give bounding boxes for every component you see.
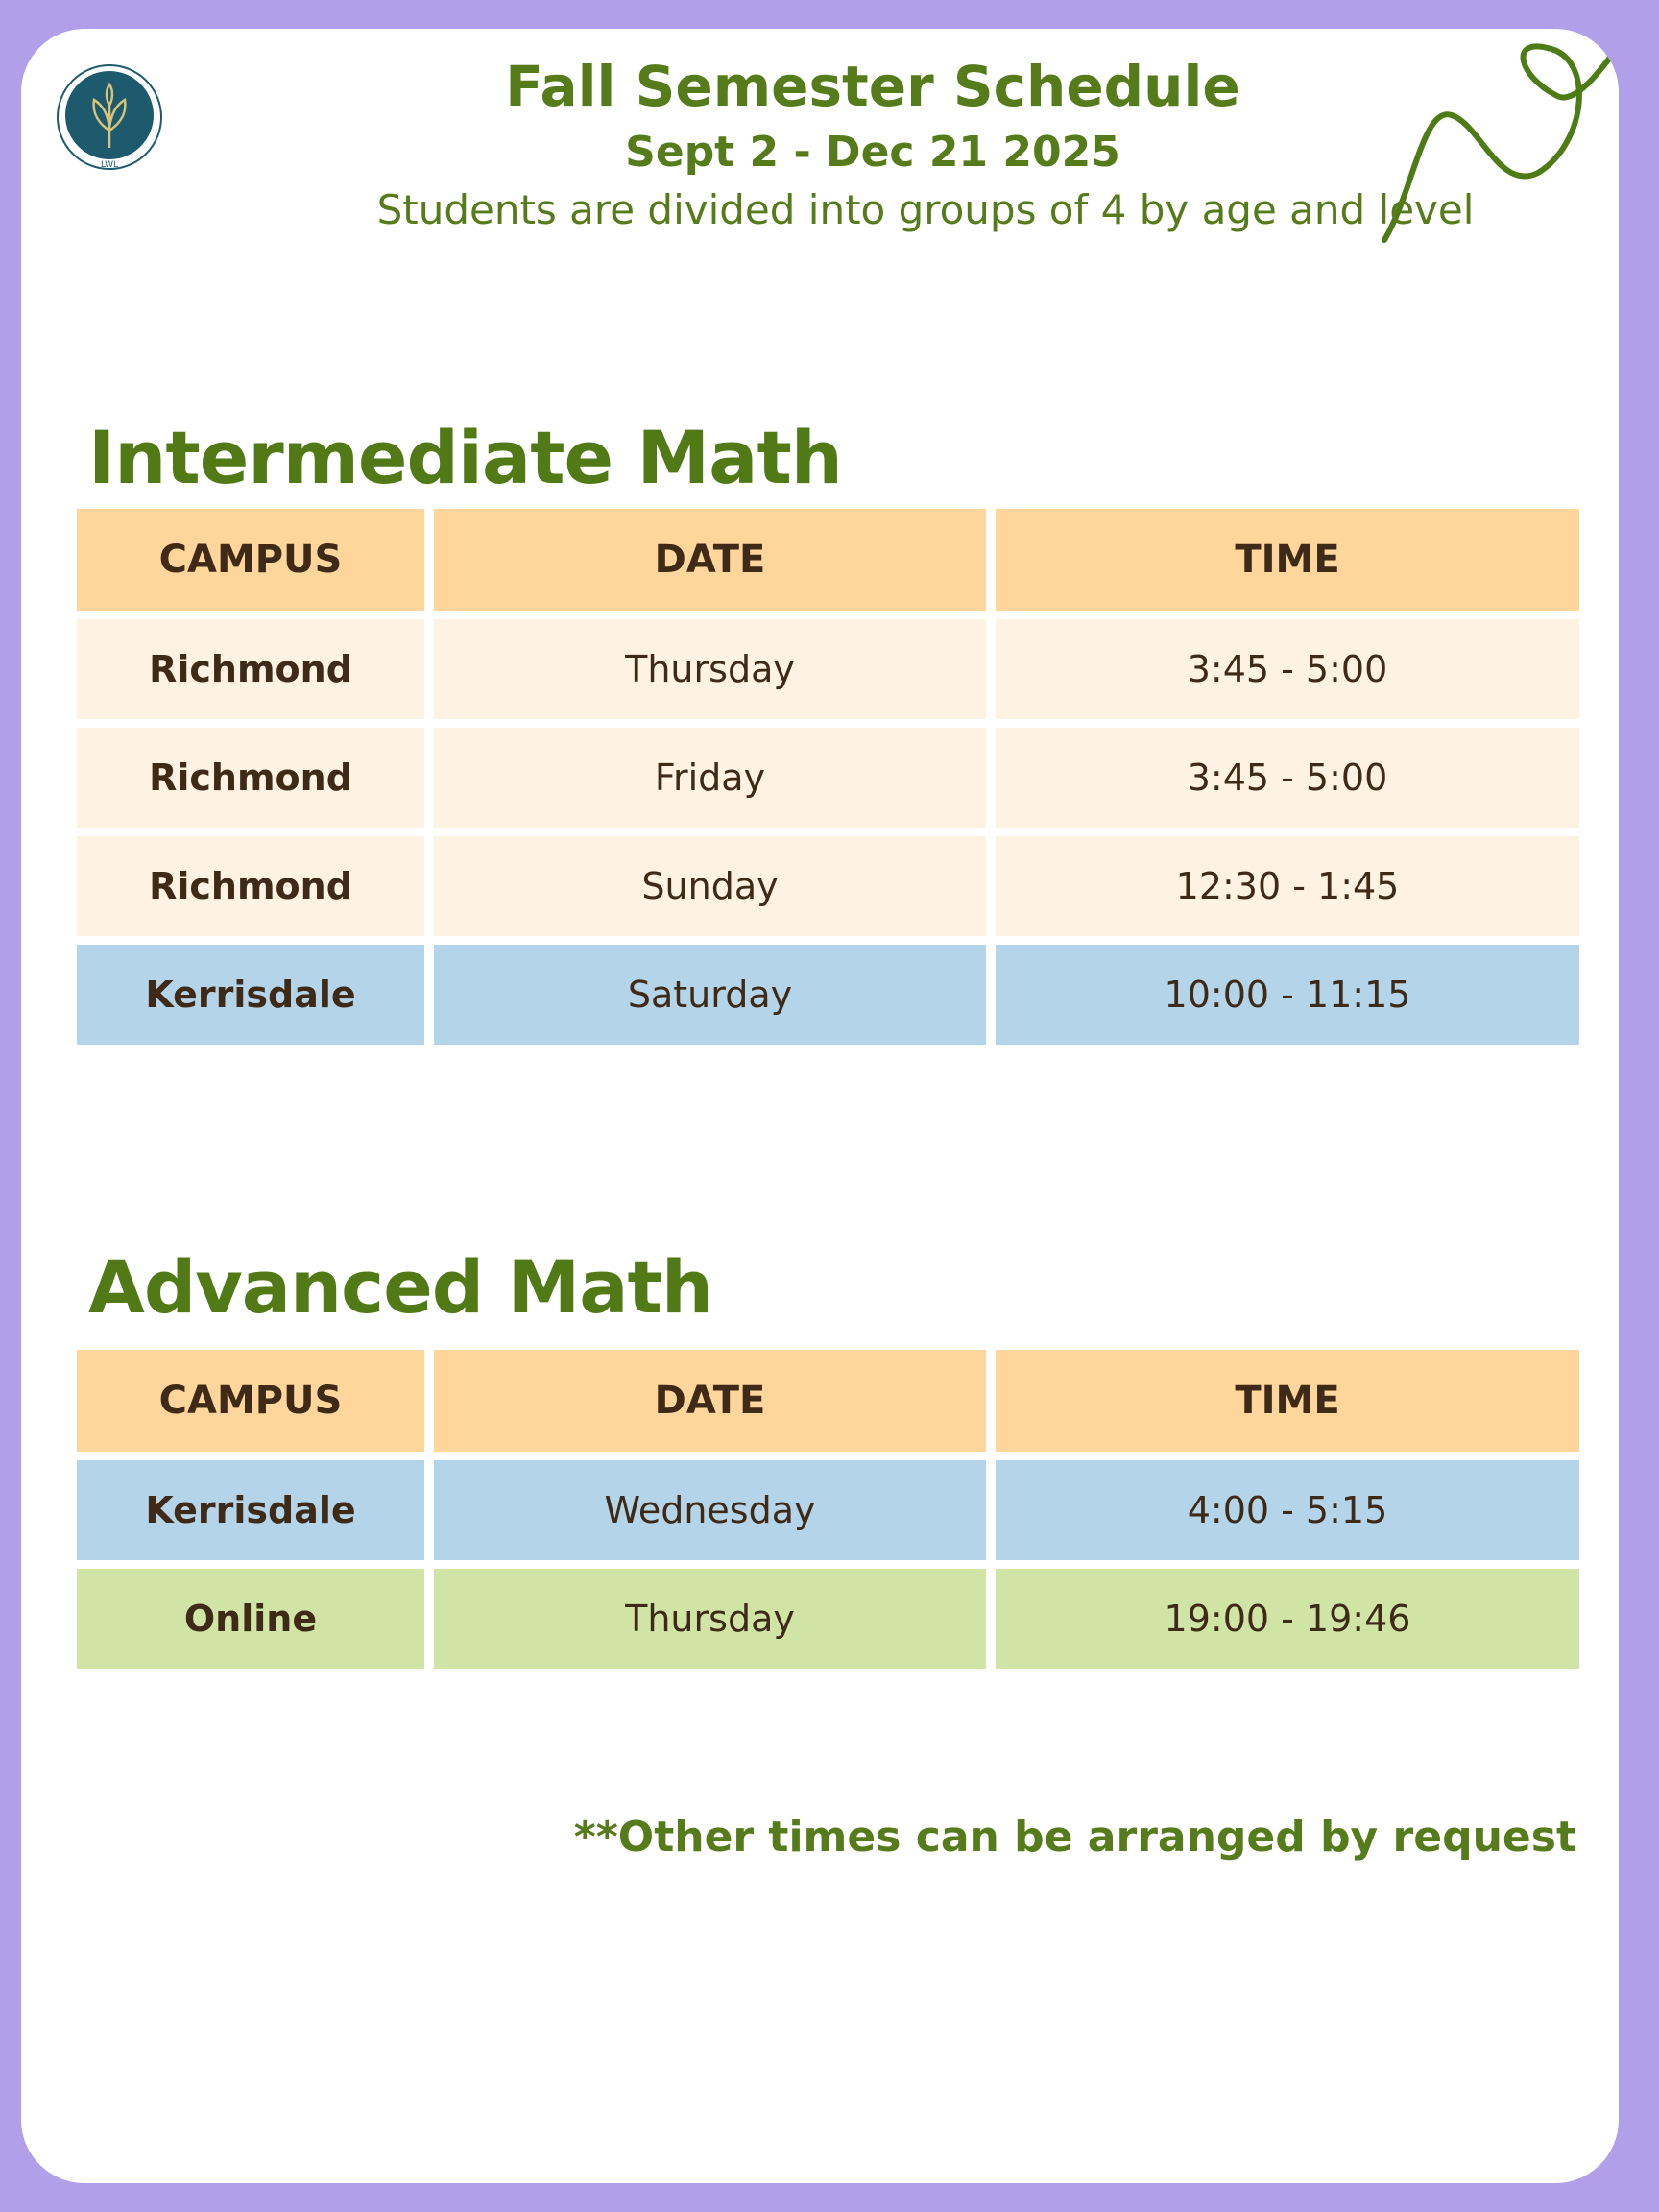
column-header-campus: CAMPUS xyxy=(77,1350,424,1452)
intermediate-math-title: Intermediate Math xyxy=(88,415,842,500)
campus-cell: Richmond xyxy=(77,619,424,719)
time-cell: 19:00 - 19:46 xyxy=(996,1569,1579,1669)
semester-dates: Sept 2 - Dec 21 2025 xyxy=(625,128,1120,177)
table-row xyxy=(77,728,1599,828)
column-header-date: DATE xyxy=(434,1350,986,1452)
advanced-math-title: Advanced Math xyxy=(88,1244,712,1330)
date-cell: Thursday xyxy=(434,1569,986,1669)
time-cell: 10:00 - 11:15 xyxy=(996,945,1579,1045)
column-header-time: TIME xyxy=(996,509,1579,611)
table-row xyxy=(77,945,1599,1045)
time-cell: 4:00 - 5:15 xyxy=(996,1460,1579,1560)
campus-cell: Online xyxy=(77,1569,424,1669)
date-cell: Saturday xyxy=(434,945,986,1045)
table-row xyxy=(77,836,1599,936)
advanced-math-table xyxy=(77,1350,1599,1677)
date-cell: Friday xyxy=(434,728,986,828)
time-cell: 3:45 - 5:00 xyxy=(996,728,1579,828)
logo-text: LWL xyxy=(100,160,119,170)
page-title: Fall Semester Schedule xyxy=(505,54,1240,119)
time-cell: 3:45 - 5:00 xyxy=(996,619,1579,719)
request-note: **Other times can be arranged by request xyxy=(573,1813,1576,1862)
table-header-row xyxy=(77,509,1599,611)
date-cell: Wednesday xyxy=(434,1460,986,1560)
table-header-row xyxy=(77,1350,1599,1452)
table-row xyxy=(77,1569,1599,1669)
page-subtitle: Students are divided into groups of 4 by age and level xyxy=(376,186,1475,233)
intermediate-math-table xyxy=(77,509,1599,1053)
time-cell: 12:30 - 1:45 xyxy=(996,836,1579,936)
campus-cell: Richmond xyxy=(77,728,424,828)
date-cell: Sunday xyxy=(434,836,986,936)
column-header-date: DATE xyxy=(434,509,986,611)
campus-cell: Kerrisdale xyxy=(77,1460,424,1560)
schedule-card xyxy=(21,29,1619,2183)
table-row xyxy=(77,619,1599,719)
column-header-time: TIME xyxy=(996,1350,1579,1452)
page-header xyxy=(21,48,1619,240)
column-header-campus: CAMPUS xyxy=(77,509,424,611)
campus-cell: Richmond xyxy=(77,836,424,936)
campus-cell: Kerrisdale xyxy=(77,945,424,1045)
date-cell: Thursday xyxy=(434,619,986,719)
table-row xyxy=(77,1460,1599,1560)
